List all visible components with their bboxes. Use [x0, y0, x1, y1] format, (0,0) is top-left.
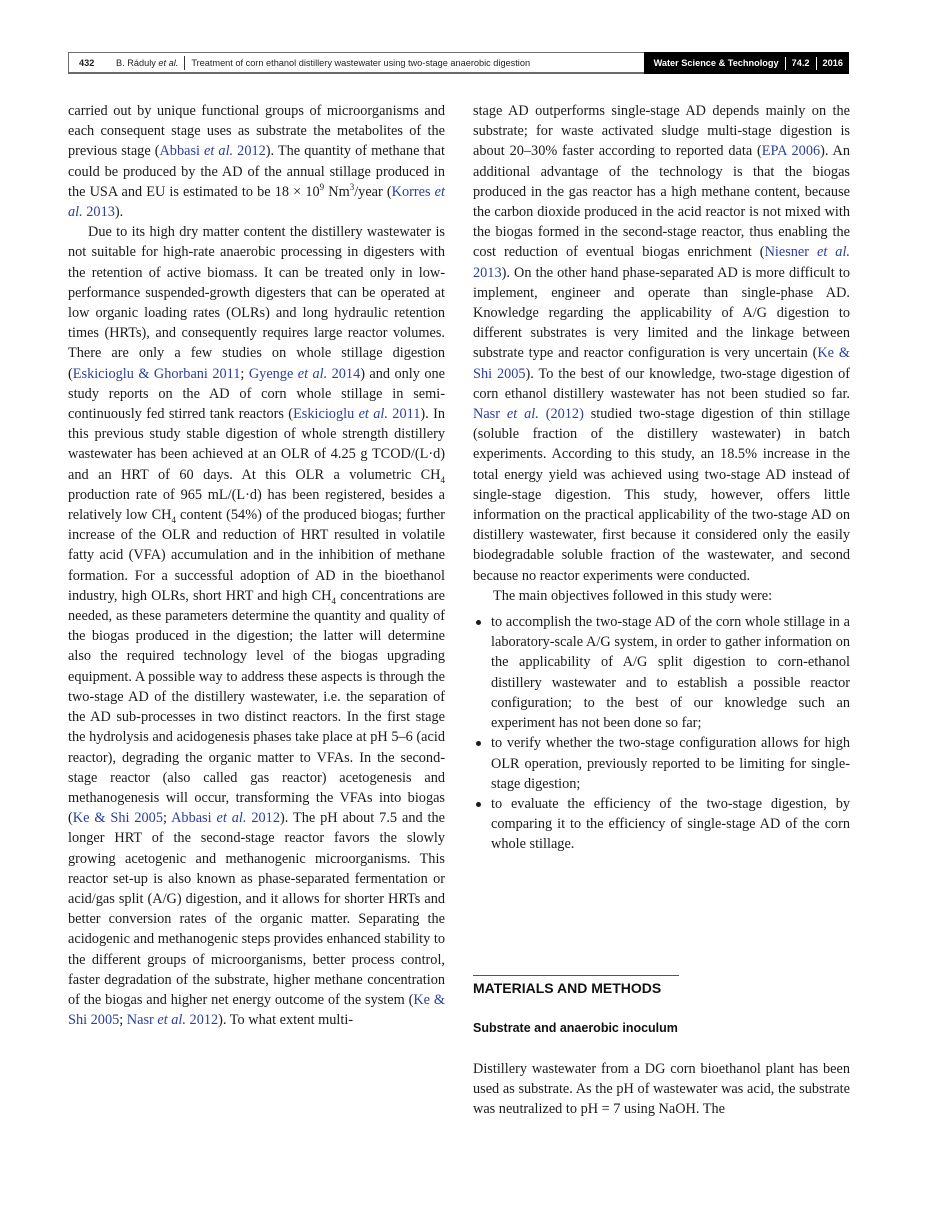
- text: concentrations are needed, as these parameters determine the quantity and quality of the biogas produced in the digestion; the latter will determine also the required technology level of the biogas upgrading equipment. A possible way to address these aspects is through the two-stage AD of the distillery wastewater, i.e. the separation of the AD sub-processes in two distinct reactors. In the first stage the hydrolysis and acidogenesis phases take place at pH 5–6 (acid reactor), degrading the organic matter to VFAs. In the second-stage reactor (also called gas reactor) acetogenesis and methanogenesis will occur, transforming the VFAs into biogas (: [68, 587, 445, 827]
- citation-link[interactable]: Ke & Shi 2005: [68, 991, 445, 1029]
- journal-block: [644, 52, 849, 74]
- journal-divider: [816, 57, 817, 70]
- text: ;: [162, 810, 172, 827]
- text: ). On the other hand phase-separated AD is more difficult to implement, engineer and operate than single-phase AD. Knowledge regarding the applicability of A/G digestion to different substrates is very limited and the linkage between substrate type and reactor configuration is very uncertain (: [473, 264, 850, 362]
- ref-text: Eskicioglu: [293, 406, 359, 423]
- ref-etal: et al.: [358, 406, 388, 423]
- ref-text: Nasr: [126, 1012, 158, 1029]
- list-item: to verify whether the two-stage configuration allows for high OLR operation, previously reported to be limiting for single-stage digestion;: [473, 733, 850, 794]
- authors-etal: et al.: [158, 57, 179, 68]
- journal-year: 2016: [822, 58, 843, 68]
- text: ). In this previous study stable digestion of whole strength distillery wastewater has been achieved at an OLR of 4.25 g TCOD/(L·d) and an HRT of 60 days. At this OLR a volumetric CH: [68, 406, 445, 483]
- ref-text: Nasr: [473, 406, 507, 423]
- ref-etal: et al.: [506, 406, 539, 423]
- text: studied two-stage digestion of thin stillage (soluble fraction of the distillery wastewater) in batch experiments. According to this study, an 18.5% increase in the total energy yield was achieved using two-stage AD instead of single-stage digestion. This study, however, offers little information on the practical applicability of the two-stage AD on distillery wastewater, first because it considered only the easily biodegradable soluble fraction of the wastewater, and second because no reactor experiments were conducted.: [473, 406, 850, 584]
- ref-year: 2012: [233, 143, 266, 160]
- objectives-list: [473, 612, 850, 854]
- running-title: Treatment of corn ethanol distillery wastewater using two-stage anaerobic digestion: [191, 57, 531, 68]
- page-number: 432: [79, 57, 95, 68]
- text: ). To the best of our knowledge, two-stage digestion of corn ethanol distillery wastewater has not been studied so far.: [473, 365, 850, 402]
- text: ). The pH about 7.5 and the longer HRT of the second-stage reactor favors the slowly growing acetogenic and methanogenic microorganisms. This reactor set-up is also known as phase-separated fermentation or acid/gas split (A/G) digestion, and it allows for shorter HRTs and better conversion rates of the organic matter. Separating the acidogenic and methanogenic steps provides enhanced stability to the different groups of microorganisms, better process control, faster degradation of the substrate, higher methane concentration of the biogas and higher net energy outcome of the system (: [68, 810, 445, 1008]
- citation-link[interactable]: Ke & Shi 2005: [72, 810, 163, 827]
- paragraph: Distillery wastewater from a DG corn bioethanol plant has been used as substrate. As the pH of wastewater was acid, the substrate was neutralized to pH = 7 using NaOH. The: [473, 1061, 850, 1118]
- list-item: to evaluate the efficiency of the two-stage digestion, by comparing it to the efficiency of single-stage AD of the corn whole stillage.: [473, 794, 850, 855]
- subscript: 4: [440, 474, 445, 485]
- journal-divider: [785, 57, 786, 70]
- ref-text: Abbasi: [159, 143, 205, 160]
- text: stage AD outperforms single-stage AD depends mainly on the substrate; for waste activated sludge multi-stage digestion is about 20–30% faster according to reported data (: [473, 103, 850, 160]
- subscript: 4: [331, 595, 336, 606]
- header-divider: [184, 56, 185, 70]
- paragraph: The main objectives followed in this study were:: [493, 587, 773, 604]
- running-header: [68, 52, 849, 74]
- citation-link[interactable]: Eskicioglu & Ghorbani 2011: [72, 365, 241, 382]
- text: Due to its high dry matter content the distillery wastewater is not suitable for high-rate anaerobic processing in digesters with the retention of active biomass. It can be treated only in low-performance suspended-growth digesters that can be operated at low organic loading rates (OLRs) and long hydraulic retention times (HRTs), and consequently requires large reactor volumes. There are only a few studies on whole stillage digestion (: [68, 224, 445, 382]
- paragraph: [68, 101, 445, 222]
- text: content (54%) of the produced biogas; further increase of the OLR and reduction of HRT resulted in volatile fatty acid (VFA) accumulation and in the inhibition of methane formation. For a successful adoption of AD in the bioethanol industry, high OLRs, short HRT and high CH: [68, 507, 445, 604]
- ref-text: Niesner: [764, 244, 818, 261]
- subsection-heading: Substrate and anaerobic inoculum: [473, 1021, 678, 1035]
- section-heading: MATERIALS AND METHODS: [473, 980, 662, 996]
- citation-link[interactable]: Ke & Shi 2005: [473, 345, 850, 382]
- running-authors: [116, 58, 178, 68]
- ref-year: 2013: [82, 204, 115, 221]
- paragraph: [68, 222, 445, 1030]
- right-column: [473, 101, 850, 855]
- ref-text: Korres: [391, 183, 435, 200]
- text: ;: [240, 365, 249, 382]
- authors-text: B. Ráduly: [116, 57, 159, 68]
- ref-year: 2013: [473, 264, 502, 281]
- text: carried out by unique functional groups of microorganisms and each consequent stage uses as substrate the metabolites of the previous stage (: [68, 103, 445, 160]
- methods-paragraph: [473, 1059, 850, 1120]
- text: ).: [114, 204, 124, 221]
- list-item: to accomplish the two-stage AD of the corn whole stillage in a laboratory-scale A/G system, in order to gather information on the applicability of A/G split digestion to corn-ethanol distillery wastewater and to establish a possible reactor configuration; to the best of our knowledge such an experiment has not been done so far;: [473, 612, 850, 733]
- ref-etal: et al.: [157, 1012, 186, 1029]
- section-rule: [473, 975, 679, 976]
- ref-year: 2014: [327, 365, 361, 382]
- journal-volume: 74.2: [791, 58, 810, 68]
- ref-year: 2011: [387, 406, 421, 423]
- ref-year: (2012): [538, 406, 584, 423]
- ref-etal: et al.: [297, 365, 328, 382]
- ref-etal: et al.: [204, 143, 234, 160]
- paragraph: [473, 101, 850, 586]
- text: /year (: [354, 183, 392, 200]
- text: Nm: [324, 183, 350, 200]
- ref-text: Abbasi: [171, 810, 217, 827]
- ref-year: 2012: [185, 1012, 219, 1029]
- ref-year: 2012: [246, 810, 280, 827]
- ref-etal: et al.: [216, 810, 247, 827]
- text: ). The quantity of methane that could be produced by the AD of the annual stillage produced in the USA and EU is estimated to be 18 × 10: [68, 143, 445, 200]
- text: production rate of 965 mL/(L·d) has been registered, besides a relatively low CH: [68, 486, 445, 524]
- text: ) and only one study reports on the AD of corn whole stillage in semi-continuously fed stirred tank reactors (: [68, 365, 446, 423]
- citation-link[interactable]: [159, 143, 265, 159]
- subscript: 4: [171, 514, 176, 525]
- ref-etal: et al.: [817, 244, 850, 261]
- citation-link[interactable]: [127, 1012, 218, 1028]
- superscript: 9: [319, 182, 325, 193]
- citation-link[interactable]: [473, 406, 584, 422]
- ref-etal: et al.: [68, 183, 445, 221]
- citation-link[interactable]: [249, 366, 360, 382]
- citation-link[interactable]: [293, 406, 420, 422]
- citation-link[interactable]: EPA 2006: [761, 143, 821, 160]
- journal-name: Water Science & Technology: [653, 58, 779, 68]
- ref-text: Gyenge: [248, 365, 298, 382]
- text: ;: [119, 1012, 127, 1029]
- left-column: [68, 101, 445, 1030]
- text: ). To what extent multi-: [218, 1012, 354, 1029]
- citation-link[interactable]: [171, 810, 280, 826]
- text: ). An additional advantage of the technology is that the biogas produced in the gas reactor has a high methane content, because the carbon dioxide produced in the acid reactor is not mixed with the biogas formed in the second-stage reactor, thus enabling the cost reduction of eventual biogas enrichment (: [473, 143, 851, 261]
- superscript: 3: [349, 182, 355, 193]
